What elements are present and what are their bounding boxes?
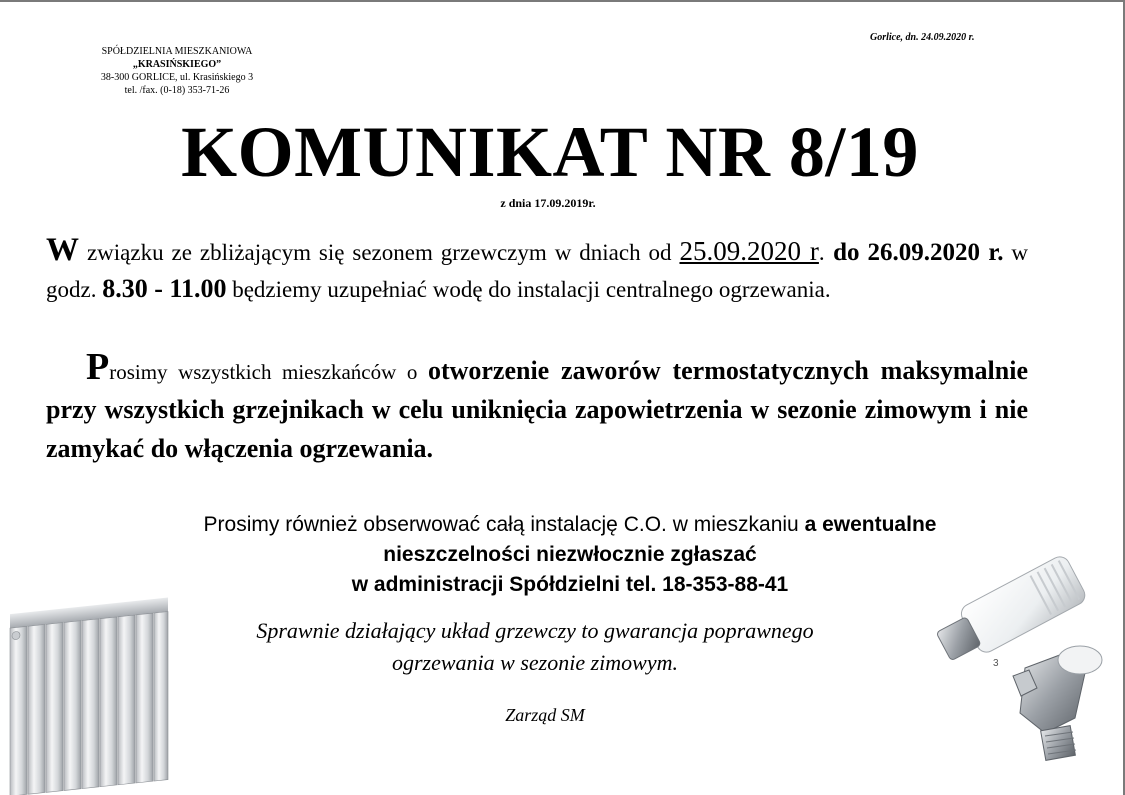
place-date: Gorlice, dn. 24.09.2020 r. xyxy=(870,32,975,43)
paragraph-valves: Prosimy wszystkich mieszkańców o otworzenie zaworów termostatycznych maksymalnie przy wszystkich grzejnikach w celu uniknięcia zapowietrzenia w sezonie zimowym i nie zamykać do włączenia ogrzewania. xyxy=(46,346,1029,463)
title-date: z dnia 17.09.2019r. xyxy=(500,196,596,210)
radiator-image xyxy=(2,585,180,795)
date-to: 26.09.2020 r. xyxy=(867,239,1004,266)
signature: Zarząd SM xyxy=(505,705,585,725)
hours: 8.30 - 11.00 xyxy=(102,274,227,303)
org-address: 38-300 GORLICE, ul. Krasińskiego 3 xyxy=(100,72,254,83)
page-border-top xyxy=(0,0,1125,2)
paragraph-water-refill: W związku ze zbliżającym się sezonem grzewczym w dniach od 25.09.2020 r. do 26.09.2020 r. w godz. 8.30 - 11.00 będziemy uzupełniać wodę do instalacji centralnego ogrzewania. xyxy=(46,232,1029,303)
page-title: KOMUNIKAT NR 8/19 xyxy=(181,112,919,192)
org-name-quoted: „KRASIŃSKIEGO” xyxy=(132,59,222,70)
closing-statement: Sprawnie działający układ grzewczy to gwarancja poprawnego ogrzewania w sezonie zimowym. xyxy=(256,618,814,675)
org-phone: tel. /fax. (0-18) 353-71-26 xyxy=(124,85,230,96)
organization-header xyxy=(72,45,282,97)
drop-cap-p: P xyxy=(86,346,110,388)
valves-instruction: otworzenie zaworów termostatycznych maksymalnie przy wszystkich grzejnikach w celu uniknięcia zapowietrzenia w sezonie zimowym i nie zamykać do włączenia ogrzewania. xyxy=(46,356,1029,463)
radiator-fins xyxy=(10,612,168,795)
date-from: 25.09.2020 r xyxy=(679,236,819,266)
admin-phone: w administracji Spółdzielni tel. 18-353-88-41 xyxy=(351,573,789,596)
leak-report-notice: Prosimy również obserwować całą instalację C.O. w mieszkaniu a ewentualne nieszczelności niezwłocznie zgłaszać w administracji Spółdzielni tel. 18-353-88-41 xyxy=(80,510,1060,600)
valve-scale-number: 3 xyxy=(993,658,999,669)
valve-body xyxy=(1013,646,1102,760)
org-name: SPÓŁDZIELNIA MIESZKANIOWA xyxy=(101,46,253,57)
thermostatic-valve-image xyxy=(925,548,1125,763)
drop-cap-w: W xyxy=(46,232,79,268)
